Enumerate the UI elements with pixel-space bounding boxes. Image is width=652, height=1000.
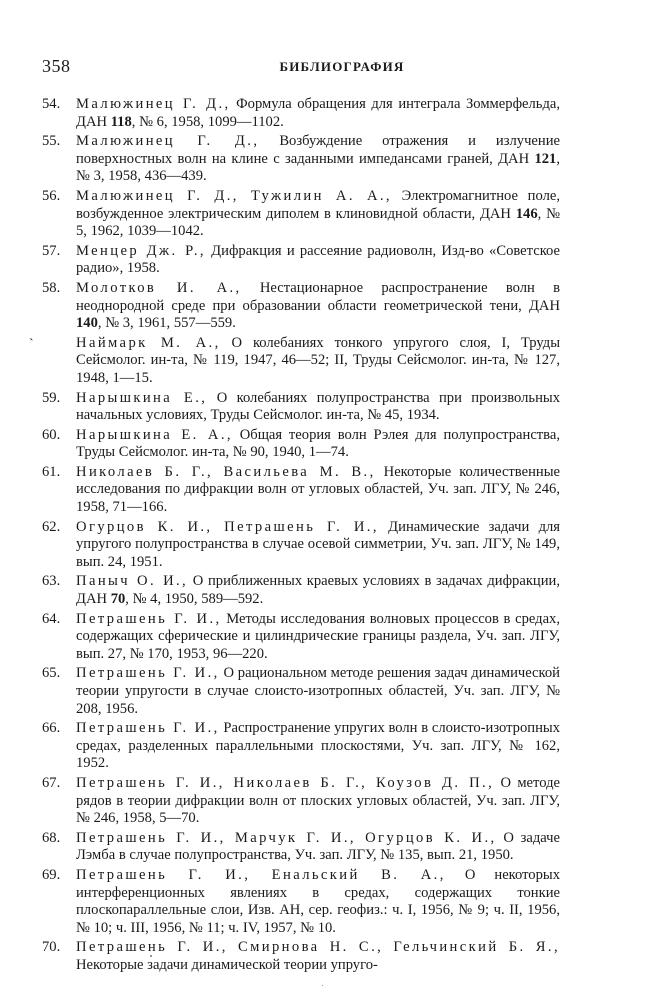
bibliography-entry [42,665,560,718]
entry-number: 70. [42,939,61,956]
entry-authors: Малюжинец Г. Д., [76,133,260,150]
entry-volume: 70 [110,591,126,608]
bibliography-entry [42,390,560,425]
entry-number: 56. [42,187,61,204]
entry-text: Некоторые количественные исследования по дифракции волн от угловых областей, Уч. зап. ЛГУ, № 246, 1958, 71—166. [76,463,560,516]
entry-volume: 118 [110,113,132,130]
bibliography-entry [42,464,560,517]
entry-number: 58. [42,279,61,296]
entry-number: 54. [42,96,61,112]
entry-number: 55. [42,133,61,150]
entry-authors: Паныч О. И., [76,573,189,590]
running-head: БИБЛИОГРАФИЯ [279,59,405,74]
entry-authors: Нарышкина Е., [76,389,208,406]
entry-number: 57. [42,242,61,259]
entry-authors: Менцер Дж. Р., [76,242,206,259]
entry-volume: 121 [534,150,557,167]
bibliography-entry [42,280,560,333]
entry-authors: Огурцов К. И., Петрашень Г. И., [76,518,379,535]
entry-text: О колебаниях тонкого упругого слоя, I, Труды Сейсмолог. ин-та, № 119, 1947, 46—52; II, Труды Сейсмолог. ин-та, № 127, 1948, 1—15. [76,334,561,386]
entry-number: 62. [42,518,61,535]
bibliography-list [29,96,561,977]
bibliography-entry [42,573,560,608]
entry-text: О некоторых интерференционных явлениях в средах, содержащих тонкие плоскопараллельные слои, Изв. АН, сер. геофиз.: ч. I, 1956, № 9; ч. II, 1956, № 10; ч. III, 1956, № 11; ч. IV, 1957, № 10. [76,866,560,936]
bibliography-entry [42,775,560,828]
entry-text: О колебаниях полупространства при произвольных начальных условиях, Труды Сейсмолог. ин-та, № 45, 1934. [76,389,560,424]
entry-text: Общая теория волн Рэлея для полупространства, Труды Сейсмолог. ин-та, № 90, 1940, 1—74. [76,426,560,461]
entry-text: О задаче Лэмба в случае полупространства, Уч. зап. ЛГУ, № 135, вып. 21, 1950. [76,829,560,864]
entry-text: Нестационарное распространение волн в неоднородной среде при образовании области геометрической тени, ДАН [76,279,560,314]
bibliography-entry [42,133,560,186]
entry-authors: Петрашень Г. И., [76,665,220,682]
entry-text-tail: , № 3, 1961, 557—559. [97,315,236,332]
entry-text-tail: , № 3, 1958, 436—439. [76,150,560,185]
entry-number: 59. [42,389,61,406]
entry-text: Формула обращения для интеграла Зоммерфельда, ДАН [76,96,560,130]
entry-number: 64. [42,610,61,627]
entry-authors: Петрашень Г. И., Енальский В. А., [76,866,446,883]
entry-text: О рациональном методе решения задач динамической теории упругости в случае слоисто-изотропных областей, Уч. зап. ЛГУ, № 208, 1956. [76,665,560,717]
entry-authors: Нарышкина Е. А., [76,426,233,443]
entry-text: О приближенных краевых условиях в задачах дифракции, ДАН [76,573,560,608]
entry-number: 67. [42,774,61,791]
bibliography-entry [42,830,560,865]
bibliography-entry [42,611,560,664]
entry-text: Дифракция и рассеяние радиоволн, Изд-во «Советское радио», 1958. [76,242,560,277]
bibliography-entry [42,720,560,773]
entry-text-tail: , № 6, 1958, 1099—1102. [131,113,284,130]
entry-volume: 146 [515,205,538,222]
bibliography-entry [42,427,560,462]
entry-text-tail: , № 4, 1950, 589—592. [125,591,264,608]
entry-authors: Николаев Б. Г., Васильева М. В., [76,463,376,480]
entry-authors: Петрашень Г. И., Марчук Г. И., Огурцов К. И., [76,829,497,846]
entry-text: Возбуждение отражения и излучение поверхностных волн на клине с заданными импедансами граней, ДАН [76,133,561,167]
paper-speck [150,955,152,957]
entry-authors: Петрашень Г. И., Николаев Б. Г., Коузов Д. П., [76,774,495,791]
entry-text: О методе рядов в теории дифракции волн от плоских угловых областей, Уч. зап. ЛГУ, № 246, 1958, 5—70. [76,774,560,827]
entry-authors: Петрашень Г. И., [76,610,222,627]
entry-authors: Наймарк М. А., [76,334,221,351]
bibliography-entry [42,96,560,131]
entry-text: Распространение упругих волн в слоисто-изотропных средах, разделенных параллельными плоскостями, Уч. зап. ЛГУ, № 162, 1952. [76,720,560,772]
paper-speck [322,985,323,986]
entry-text: Некоторые задачи динамической теории упруго- [76,956,378,973]
entry-number: 69. [42,866,61,883]
bibliography-entry [42,867,560,937]
entry-authors: Молотков И. А., [76,279,242,296]
entry-text-tail: , № 5, 1962, 1039—1042. [76,205,560,240]
entry-number: 61. [42,463,61,480]
bibliography-entry [42,939,560,974]
entry-number: 68. [42,829,61,846]
entry-authors: Малюжинец Г. Д., [76,96,231,112]
entry-authors: Петрашень Г. И., [76,720,220,737]
entry-authors: Малюжинец Г. Д., Тужилин А. А., [76,187,392,204]
bibliography-entry [42,519,560,572]
stray-mark: ` [29,336,34,352]
page-header [42,56,582,86]
entry-number: 63. [42,573,61,590]
entry-number: 66. [42,720,61,737]
entry-text: Методы исследования волновых процессов в средах, содержащих сферические и цилиндрические границы раздела, Уч. зап. ЛГУ, вып. 27, № 170, 1953, 96—220. [76,610,561,662]
page-number: 358 [42,56,71,76]
bibliography-entry [42,188,560,241]
entry-number: 60. [42,426,61,443]
entry-volume: 140 [76,315,98,332]
entry-text: Электромагнитное поле, возбужденное электрическим диполем в клиновидной области, ДАН [76,187,560,222]
entry-text: Динамические задачи для упругого полупространства в случае осевой симметрии, Уч. зап. ЛГУ, № 149, вып. 24, 1951. [76,518,560,570]
bibliography-entry [29,334,561,388]
bibliography-entry [42,243,560,278]
entry-number: 65. [42,665,61,682]
entry-authors: Петрашень Г. И., Смирнова Н. С., Гельчинский Б. Я., [76,939,560,956]
